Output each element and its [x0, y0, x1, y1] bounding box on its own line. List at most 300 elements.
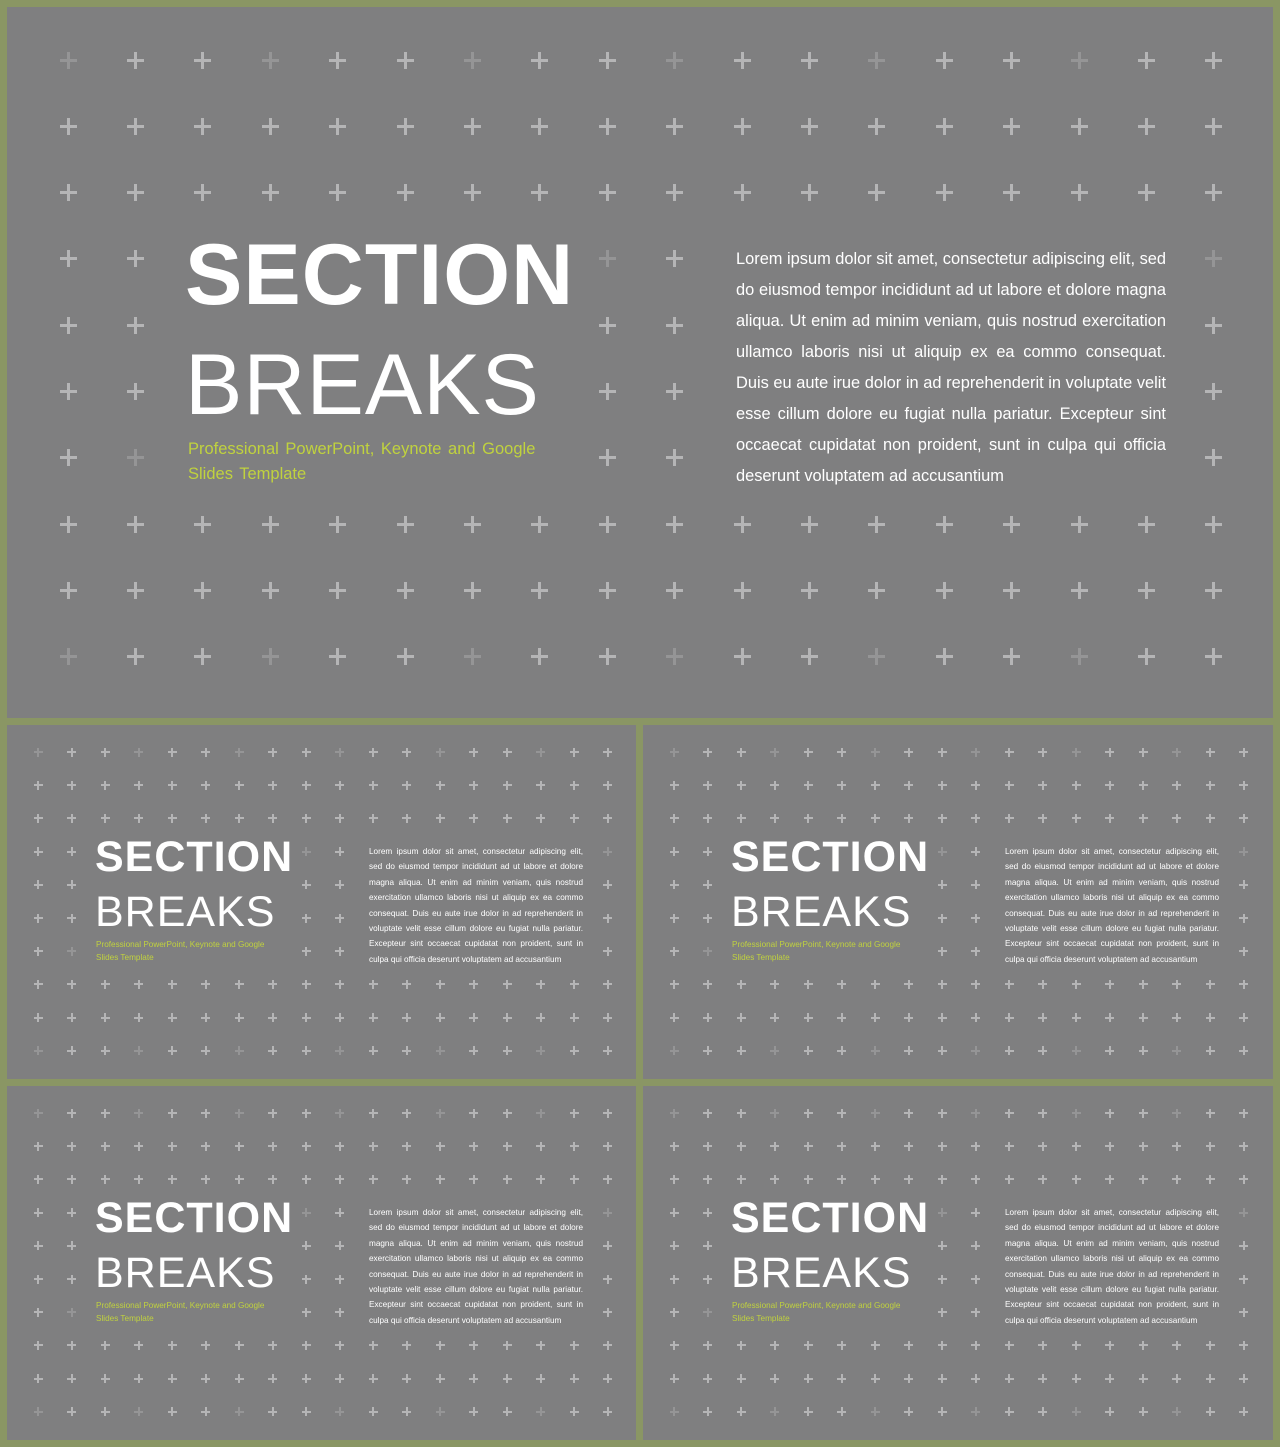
plus-icon: [67, 1208, 76, 1217]
plus-icon: [262, 52, 279, 69]
plus-icon: [938, 781, 947, 790]
plus-icon: [168, 1374, 177, 1383]
plus-icon: [603, 1275, 612, 1284]
plus-icon: [801, 516, 818, 533]
plus-icon: [904, 1142, 913, 1151]
plus-icon: [603, 847, 612, 856]
slide-body-text: Lorem ipsum dolor sit amet, consectetur adipiscing elit, sed do eiusmod tempor incididunt ad ut labore et dolore magna aliqua. Ut enim ad minim veniam, quis nostrud exercitation ullamco laboris nisi ut aliquip ex ea commo consequat. Duis eu aute irue dolor in ad reprehenderit in voluptate velit esse cillum dolore eu fugiat nulla pariatur. Excepteur sint occaecat cupidatat non proident, sunt in culpa qui officia deserunt voluptatem ad accusantium: [1005, 847, 1219, 964]
plus-icon: [938, 847, 947, 856]
plus-icon: [1239, 1175, 1248, 1184]
plus-icon: [302, 781, 311, 790]
plus-icon: [1205, 184, 1222, 201]
plus-icon: [1105, 1109, 1114, 1118]
plus-icon: [603, 914, 612, 923]
plus-icon: [603, 1175, 612, 1184]
plus-icon: [570, 748, 579, 757]
plus-icon: [335, 1109, 344, 1118]
plus-icon: [1071, 52, 1088, 69]
plus-icon: [1172, 1175, 1181, 1184]
plus-icon: [1038, 1341, 1047, 1350]
plus-icon: [871, 1407, 880, 1416]
plus-icon: [369, 748, 378, 757]
plus-icon: [302, 748, 311, 757]
plus-icon: [536, 814, 545, 823]
plus-icon: [1003, 52, 1020, 69]
plus-icon: [302, 1374, 311, 1383]
plus-icon: [369, 1341, 378, 1350]
plus-icon: [670, 748, 679, 757]
plus-icon: [335, 814, 344, 823]
plus-icon: [1139, 781, 1148, 790]
plus-icon: [134, 1142, 143, 1151]
plus-icon: [101, 980, 110, 989]
plus-icon: [268, 1046, 277, 1055]
plus-icon: [469, 1374, 478, 1383]
plus-icon: [599, 250, 616, 267]
plus-icon: [1239, 980, 1248, 989]
plus-icon: [201, 748, 210, 757]
plus-icon: [302, 947, 311, 956]
plus-icon: [1071, 648, 1088, 665]
plus-icon: [235, 1046, 244, 1055]
plus-icon: [1239, 947, 1248, 956]
plus-icon: [670, 1341, 679, 1350]
plus-icon: [369, 1109, 378, 1118]
plus-icon: [938, 1241, 947, 1250]
plus-icon: [469, 1142, 478, 1151]
plus-icon: [1105, 1013, 1114, 1022]
plus-icon: [436, 781, 445, 790]
plus-icon: [335, 1407, 344, 1416]
plus-icon: [603, 1374, 612, 1383]
plus-icon: [60, 250, 77, 267]
plus-icon: [599, 516, 616, 533]
plus-icon: [737, 781, 746, 790]
plus-icon: [603, 1109, 612, 1118]
plus-icon: [703, 914, 712, 923]
plus-icon: [34, 1407, 43, 1416]
plus-icon: [936, 648, 953, 665]
plus-icon: [1105, 1374, 1114, 1383]
plus-icon: [1038, 1407, 1047, 1416]
plus-icon: [670, 980, 679, 989]
plus-icon: [127, 52, 144, 69]
slide-subtitle: Professional PowerPoint, Keynote and Google Slides Template: [732, 1301, 901, 1323]
plus-icon: [703, 1046, 712, 1055]
plus-icon: [536, 1046, 545, 1055]
plus-icon: [737, 1109, 746, 1118]
plus-icon: [464, 118, 481, 135]
plus-icon: [302, 1142, 311, 1151]
plus-icon: [335, 914, 344, 923]
plus-icon: [397, 648, 414, 665]
plus-icon: [536, 1013, 545, 1022]
plus-icon: [703, 1275, 712, 1284]
plus-icon: [101, 1341, 110, 1350]
plus-icon: [1172, 748, 1181, 757]
plus-icon: [268, 1374, 277, 1383]
plus-icon: [1005, 1109, 1014, 1118]
plus-icon: [536, 1407, 545, 1416]
plus-icon: [599, 648, 616, 665]
plus-icon: [402, 1341, 411, 1350]
plus-icon: [268, 1109, 277, 1118]
plus-icon: [904, 1341, 913, 1350]
plus-icon: [971, 1142, 980, 1151]
plus-icon: [570, 781, 579, 790]
section-title-light: BREAKS: [185, 337, 540, 433]
plus-icon: [599, 184, 616, 201]
plus-icon: [904, 1175, 913, 1184]
plus-icon: [770, 1142, 779, 1151]
plus-icon: [268, 1407, 277, 1416]
plus-icon: [34, 1013, 43, 1022]
slide-main[interactable]: [7, 7, 1273, 718]
plus-icon: [1003, 516, 1020, 533]
plus-icon: [666, 250, 683, 267]
plus-icon: [1105, 1407, 1114, 1416]
slide-thumbnail-2[interactable]: [643, 725, 1273, 1079]
plus-icon: [670, 1046, 679, 1055]
plus-icon: [703, 847, 712, 856]
plus-icon: [938, 748, 947, 757]
plus-icon: [168, 1109, 177, 1118]
plus-icon: [837, 1109, 846, 1118]
plus-icon: [469, 781, 478, 790]
plus-icon: [1206, 781, 1215, 790]
plus-icon: [1139, 748, 1148, 757]
plus-icon: [1005, 980, 1014, 989]
plus-icon: [703, 947, 712, 956]
plus-icon: [570, 1175, 579, 1184]
plus-icon: [603, 880, 612, 889]
plus-icon: [1205, 317, 1222, 334]
plus-icon: [938, 1341, 947, 1350]
plus-icon: [801, 118, 818, 135]
plus-icon: [464, 516, 481, 533]
plus-icon: [201, 980, 210, 989]
plus-icon: [1105, 1142, 1114, 1151]
plus-icon: [101, 1109, 110, 1118]
plus-icon: [670, 914, 679, 923]
plus-icon: [436, 1341, 445, 1350]
plus-icon: [335, 1241, 344, 1250]
plus-icon: [34, 880, 43, 889]
plus-icon: [868, 582, 885, 599]
plus-icon: [60, 582, 77, 599]
plus-icon: [670, 1109, 679, 1118]
plus-icon: [302, 1407, 311, 1416]
plus-icon: [34, 748, 43, 757]
plus-icon: [871, 1109, 880, 1118]
plus-icon: [235, 1407, 244, 1416]
plus-icon: [1005, 748, 1014, 757]
plus-icon: [1038, 781, 1047, 790]
plus-icon: [904, 980, 913, 989]
plus-icon: [1105, 781, 1114, 790]
plus-icon: [134, 1175, 143, 1184]
plus-icon: [335, 1175, 344, 1184]
plus-icon: [134, 1013, 143, 1022]
plus-icon: [737, 980, 746, 989]
plus-icon: [134, 1109, 143, 1118]
plus-icon: [235, 781, 244, 790]
plus-icon: [531, 582, 548, 599]
plus-icon: [469, 1407, 478, 1416]
plus-icon: [168, 748, 177, 757]
plus-icon: [436, 1013, 445, 1022]
plus-icon: [134, 1341, 143, 1350]
plus-icon: [503, 1175, 512, 1184]
plus-icon: [536, 1341, 545, 1350]
section-title-light: BREAKS: [731, 1249, 912, 1297]
plus-icon: [734, 184, 751, 201]
plus-icon: [60, 317, 77, 334]
plus-icon: [235, 1013, 244, 1022]
slide-thumbnail-3[interactable]: [7, 1086, 636, 1440]
plus-icon: [734, 118, 751, 135]
plus-icon: [60, 184, 77, 201]
plus-icon: [971, 1046, 980, 1055]
plus-icon: [302, 1275, 311, 1284]
plus-icon: [770, 1374, 779, 1383]
plus-icon: [971, 1109, 980, 1118]
plus-icon: [770, 1046, 779, 1055]
plus-icon: [34, 1142, 43, 1151]
plus-icon: [335, 1374, 344, 1383]
section-title-bold: SECTION: [95, 833, 294, 881]
plus-icon: [904, 1109, 913, 1118]
plus-icon: [603, 1407, 612, 1416]
plus-icon: [1206, 748, 1215, 757]
plus-icon: [101, 1142, 110, 1151]
plus-icon: [971, 1308, 980, 1317]
plus-icon: [670, 814, 679, 823]
plus-icon: [804, 748, 813, 757]
slide-thumbnail-4[interactable]: [643, 1086, 1273, 1440]
plus-icon: [570, 1142, 579, 1151]
plus-icon: [302, 880, 311, 889]
plus-icon: [1172, 1407, 1181, 1416]
plus-icon: [670, 1275, 679, 1284]
plus-icon: [436, 1142, 445, 1151]
plus-icon: [397, 184, 414, 201]
plus-icon: [194, 582, 211, 599]
plus-icon: [1172, 980, 1181, 989]
plus-icon: [737, 1046, 746, 1055]
plus-icon: [837, 1013, 846, 1022]
plus-icon: [1172, 1013, 1181, 1022]
plus-icon: [262, 582, 279, 599]
plus-icon: [936, 52, 953, 69]
plus-icon: [737, 1142, 746, 1151]
plus-icon: [268, 748, 277, 757]
plus-icon: [34, 1175, 43, 1184]
plus-icon: [938, 814, 947, 823]
plus-icon: [235, 1109, 244, 1118]
plus-icon: [971, 1241, 980, 1250]
plus-icon: [804, 781, 813, 790]
plus-icon: [67, 914, 76, 923]
plus-icon: [1139, 980, 1148, 989]
plus-icon: [127, 250, 144, 267]
plus-icon: [369, 1013, 378, 1022]
plus-icon: [268, 1341, 277, 1350]
plus-icon: [1239, 781, 1248, 790]
plus-icon: [666, 582, 683, 599]
plus-icon: [134, 1407, 143, 1416]
slide-body-text: Lorem ipsum dolor sit amet, consectetur adipiscing elit, sed do eiusmod tempor incididunt ad ut labore et dolore magna aliqua. Ut enim ad minim veniam, quis nostrud exercitation ullamco laboris nisi ut aliquip ex ea commo consequat. Duis eu aute irue dolor in ad reprehenderit in voluptate velit esse cillum dolore eu fugiat nulla pariatur. Excepteur sint occaecat cupidatat non proident, sunt in culpa qui officia deserunt voluptatem ad accusantium: [736, 250, 1166, 485]
plus-icon: [101, 814, 110, 823]
plus-icon: [34, 980, 43, 989]
plus-icon: [201, 1374, 210, 1383]
plus-icon: [60, 648, 77, 665]
plus-icon: [703, 814, 712, 823]
plus-icon: [938, 1208, 947, 1217]
plus-icon: [971, 1208, 980, 1217]
plus-icon: [369, 1142, 378, 1151]
plus-icon: [168, 781, 177, 790]
plus-icon: [201, 781, 210, 790]
section-title-bold: SECTION: [731, 833, 930, 881]
plus-icon: [570, 980, 579, 989]
plus-icon: [936, 184, 953, 201]
plus-icon: [599, 449, 616, 466]
plus-icon: [1206, 1109, 1215, 1118]
plus-icon: [936, 582, 953, 599]
slide-subtitle: Professional PowerPoint, Keynote and Google Slides Template: [732, 940, 901, 962]
plus-icon: [1205, 250, 1222, 267]
plus-icon: [1038, 1175, 1047, 1184]
plus-icon: [801, 648, 818, 665]
plus-icon: [335, 980, 344, 989]
plus-icon: [402, 1374, 411, 1383]
plus-icon: [1003, 582, 1020, 599]
plus-icon: [868, 648, 885, 665]
plus-icon: [804, 1109, 813, 1118]
plus-icon: [503, 1407, 512, 1416]
plus-icon: [67, 1013, 76, 1022]
plus-icon: [1239, 914, 1248, 923]
plus-icon: [1071, 582, 1088, 599]
plus-icon: [938, 947, 947, 956]
plus-icon: [134, 748, 143, 757]
plus-icon: [302, 1208, 311, 1217]
plus-icon: [536, 1374, 545, 1383]
plus-icon: [34, 914, 43, 923]
plus-icon: [67, 781, 76, 790]
plus-icon: [34, 1241, 43, 1250]
plus-icon: [837, 980, 846, 989]
plus-icon: [770, 1013, 779, 1022]
plus-icon: [1239, 1308, 1248, 1317]
plus-icon: [335, 1013, 344, 1022]
plus-icon: [837, 1407, 846, 1416]
plus-icon: [603, 980, 612, 989]
plus-icon: [1038, 814, 1047, 823]
plus-icon: [436, 814, 445, 823]
plus-icon: [201, 1109, 210, 1118]
plus-icon: [168, 980, 177, 989]
plus-icon: [904, 1407, 913, 1416]
plus-icon: [703, 748, 712, 757]
plus-icon: [770, 1407, 779, 1416]
plus-icon: [67, 1175, 76, 1184]
plus-icon: [168, 1341, 177, 1350]
plus-icon: [335, 1341, 344, 1350]
plus-icon: [536, 1109, 545, 1118]
plus-icon: [302, 1241, 311, 1250]
plus-icon: [770, 980, 779, 989]
plus-icon: [599, 52, 616, 69]
plus-icon: [938, 1275, 947, 1284]
plus-icon: [127, 317, 144, 334]
plus-icon: [703, 1407, 712, 1416]
slide-body-text: Lorem ipsum dolor sit amet, consectetur adipiscing elit, sed do eiusmod tempor incididunt ad ut labore et dolore magna aliqua. Ut enim ad minim veniam, quis nostrud exercitation ullamco laboris nisi ut aliquip ex ea commo consequat. Duis eu aute irue dolor in ad reprehenderit in voluptate velit esse cillum dolore eu fugiat nulla pariatur. Excepteur sint occaecat cupidatat non proident, sunt in culpa qui officia deserunt voluptatem ad accusantium: [369, 847, 583, 964]
plus-icon: [971, 947, 980, 956]
plus-icon: [1206, 1175, 1215, 1184]
plus-icon: [1206, 1013, 1215, 1022]
plus-icon: [670, 781, 679, 790]
plus-icon: [1239, 1407, 1248, 1416]
slide-thumbnail-1[interactable]: [7, 725, 636, 1079]
plus-icon: [1072, 1374, 1081, 1383]
plus-icon: [335, 1142, 344, 1151]
plus-icon: [503, 980, 512, 989]
plus-icon: [971, 914, 980, 923]
plus-icon: [971, 980, 980, 989]
plus-icon: [531, 184, 548, 201]
plus-icon: [531, 516, 548, 533]
plus-icon: [67, 1341, 76, 1350]
plus-icon: [1206, 1046, 1215, 1055]
plus-icon: [570, 814, 579, 823]
plus-icon: [235, 1175, 244, 1184]
plus-icon: [1005, 1142, 1014, 1151]
plus-icon: [603, 814, 612, 823]
plus-icon: [60, 52, 77, 69]
plus-icon: [737, 1341, 746, 1350]
section-title-bold: SECTION: [731, 1194, 930, 1242]
plus-icon: [329, 52, 346, 69]
plus-icon: [235, 1341, 244, 1350]
plus-icon: [127, 383, 144, 400]
plus-icon: [1239, 1374, 1248, 1383]
plus-icon: [703, 1142, 712, 1151]
plus-icon: [1038, 1046, 1047, 1055]
plus-icon: [329, 648, 346, 665]
plus-icon: [1205, 52, 1222, 69]
plus-icon: [1105, 1175, 1114, 1184]
plus-icon: [971, 1407, 980, 1416]
plus-icon: [804, 1013, 813, 1022]
plus-icon: [1072, 1175, 1081, 1184]
plus-icon: [971, 781, 980, 790]
plus-icon: [464, 184, 481, 201]
plus-icon: [1105, 1046, 1114, 1055]
plus-icon: [201, 1046, 210, 1055]
plus-icon: [335, 1046, 344, 1055]
plus-icon: [938, 1407, 947, 1416]
plus-icon: [1071, 184, 1088, 201]
plus-icon: [603, 1341, 612, 1350]
plus-icon: [666, 383, 683, 400]
plus-icon: [703, 1241, 712, 1250]
plus-icon: [971, 847, 980, 856]
plus-icon: [101, 1046, 110, 1055]
plus-icon: [1072, 748, 1081, 757]
plus-icon: [1005, 781, 1014, 790]
